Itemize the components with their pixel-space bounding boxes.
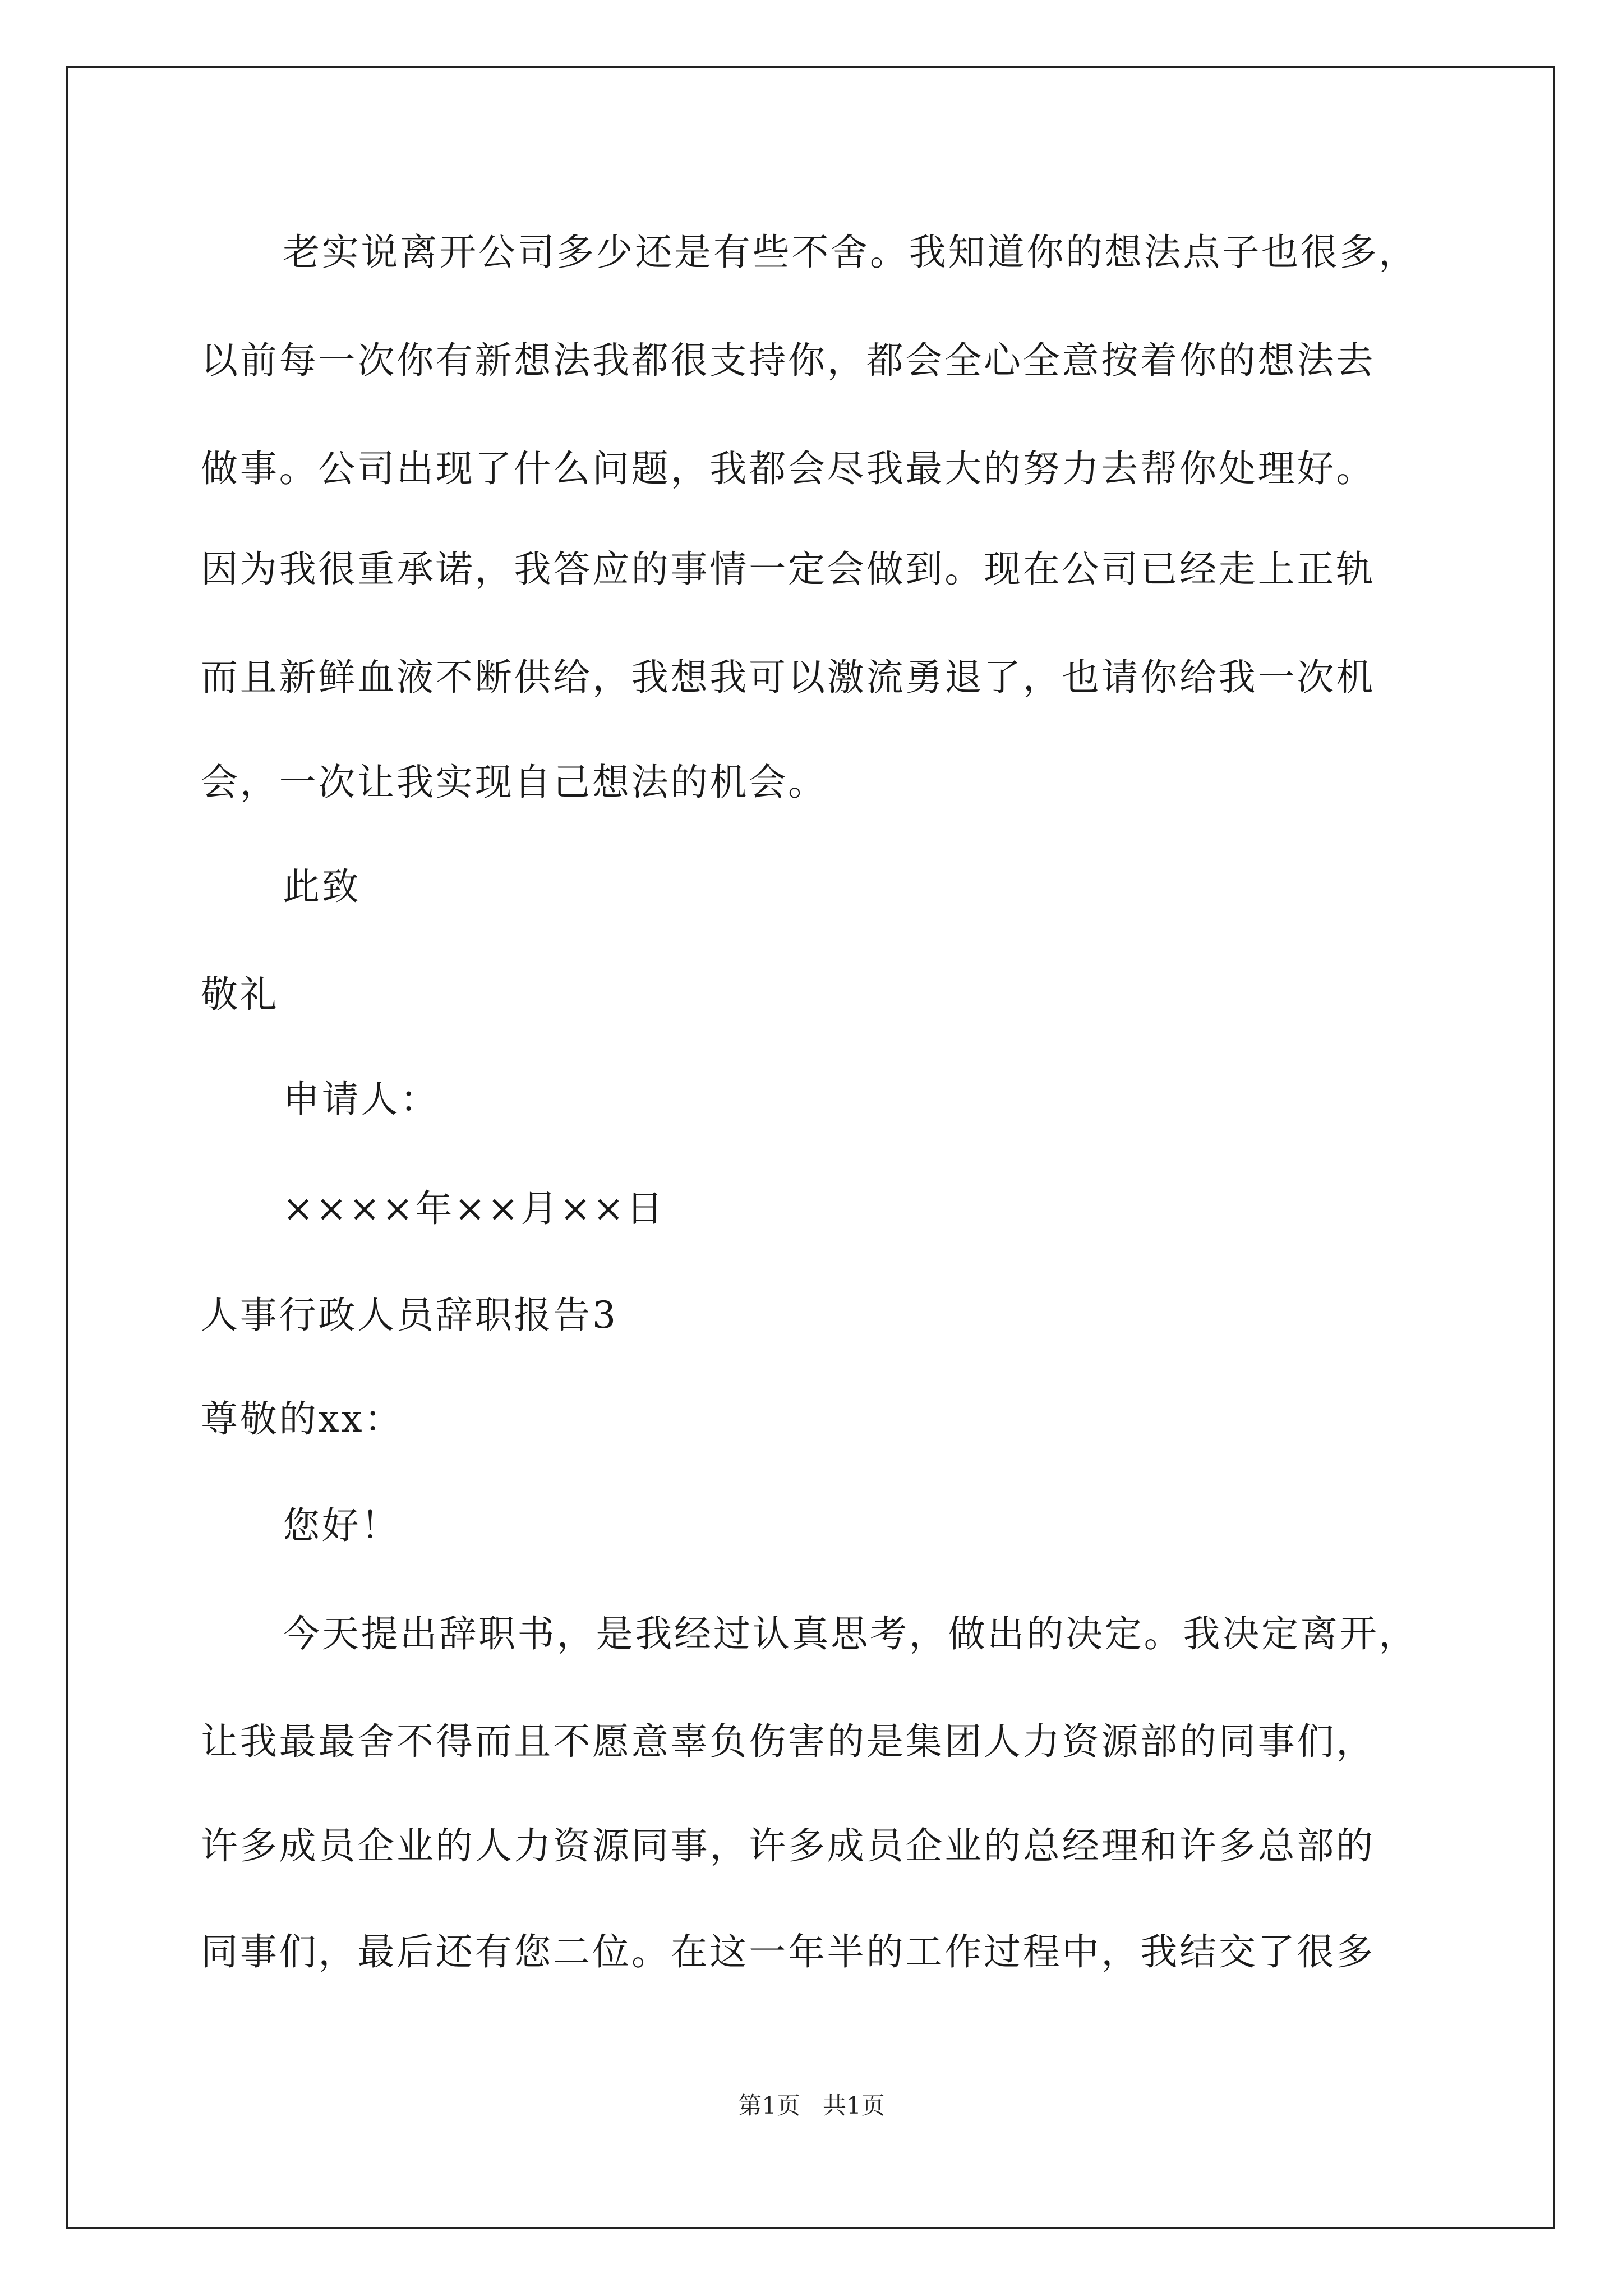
applicant-label: 申请人：	[283, 1078, 440, 1121]
greeting: 您好！	[283, 1504, 400, 1547]
paragraph-line: 以前每一次你有新想法我都很支持你，都会全心全意按着你的想法去	[201, 339, 1375, 382]
paragraph-line: 让我最最舍不得而且不愿意辜负伤害的是集团人力资源部的同事们，	[201, 1720, 1375, 1763]
paragraph-line: 因为我很重承诺，我答应的事情一定会做到。现在公司已经走上正轨	[201, 547, 1375, 591]
date-line: ××××年××月××日	[283, 1187, 666, 1230]
paragraph-line: 而且新鲜血液不断供给，我想我可以激流勇退了，也请你给我一次机	[201, 656, 1375, 699]
section-title: 人事行政人员辞职报告3	[201, 1294, 618, 1337]
page-footer	[0, 2090, 1623, 2122]
closing-salutation: 此致	[283, 865, 361, 908]
page-total: 共1页	[823, 2092, 885, 2119]
paragraph-line: 许多成员企业的人力资源同事，许多成员企业的总经理和许多总部的	[201, 1824, 1375, 1867]
paragraph-line: 老实说离开公司多少还是有些不舍。我知道你的想法点子也很多，	[283, 231, 1418, 274]
closing-regards: 敬礼	[201, 973, 279, 1016]
paragraph-line: 会，一次让我实现自己想法的机会。	[201, 761, 827, 804]
page-number: 第1页	[738, 2092, 800, 2119]
paragraph-line: 今天提出辞职书，是我经过认真思考，做出的决定。我决定离开，	[283, 1612, 1418, 1655]
page-border	[66, 66, 1555, 2229]
paragraph-line: 做事。公司出现了什么问题，我都会尽我最大的努力去帮你处理好。	[201, 447, 1375, 490]
addressee: 尊敬的xx：	[201, 1397, 404, 1441]
paragraph-line: 同事们，最后还有您二位。在这一年半的工作过程中，我结交了很多	[201, 1930, 1375, 1973]
